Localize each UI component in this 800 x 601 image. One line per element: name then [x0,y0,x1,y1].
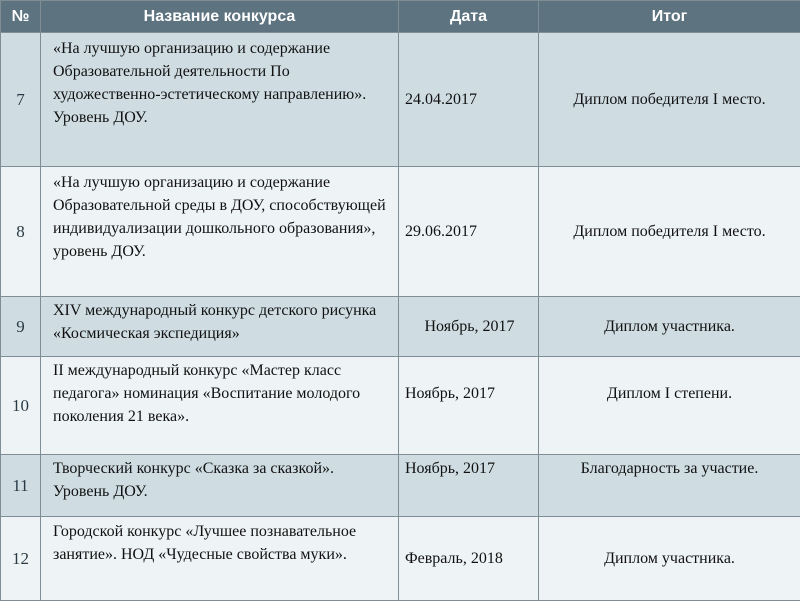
header-row [1,1,800,33]
row-result: Диплом участника. [539,517,800,601]
row-name: Городской конкурс «Лучшее познавательное занятие». НОД «Чудесные свойства муки». [41,517,399,601]
row-result: Диплом I степени. [539,357,800,455]
row-num: 8 [1,167,41,297]
row-num: 11 [1,455,41,517]
row-date: Ноябрь, 2017 [399,455,539,517]
row-date: 29.06.2017 [399,167,539,297]
row-name: «На лучшую организацию и содержание Образовательной деятельности По художественно-эстетическому направлению». Уровень ДОУ. [41,33,399,167]
table-row [1,357,800,455]
header-result: Итог [539,1,800,33]
row-name: Творческий конкурс «Сказка за сказкой». Уровень ДОУ. [41,455,399,517]
row-result: Диплом участника. [539,297,800,357]
row-result: Диплом победителя I место. [539,167,800,297]
table-row [1,33,800,167]
row-date: 24.04.2017 [399,33,539,167]
row-name: II международный конкурс «Мастер класс педагога» номинация «Воспитание молодого поколения 21 века». [41,357,399,455]
row-name: XIV международный конкурс детского рисунка «Космическая экспедиция» [41,297,399,357]
table-row [1,297,800,357]
row-date: Ноябрь, 2017 [399,297,539,357]
header-name: Название конкурса [41,1,399,33]
row-num: 10 [1,357,41,455]
header-num: № [1,1,41,33]
row-result: Благодарность за участие. [539,455,800,517]
row-date: Февраль, 2018 [399,517,539,601]
row-num: 7 [1,33,41,167]
row-num: 9 [1,297,41,357]
row-result: Диплом победителя I место. [539,33,800,167]
row-date: Ноябрь, 2017 [399,357,539,455]
row-name: «На лучшую организацию и содержание Образовательной среды в ДОУ, способствующей индивидуализации дошкольного образования», уровень ДОУ. [41,167,399,297]
table-row [1,455,800,517]
header-date: Дата [399,1,539,33]
table-row [1,517,800,601]
row-num: 12 [1,517,41,601]
table-row [1,167,800,297]
